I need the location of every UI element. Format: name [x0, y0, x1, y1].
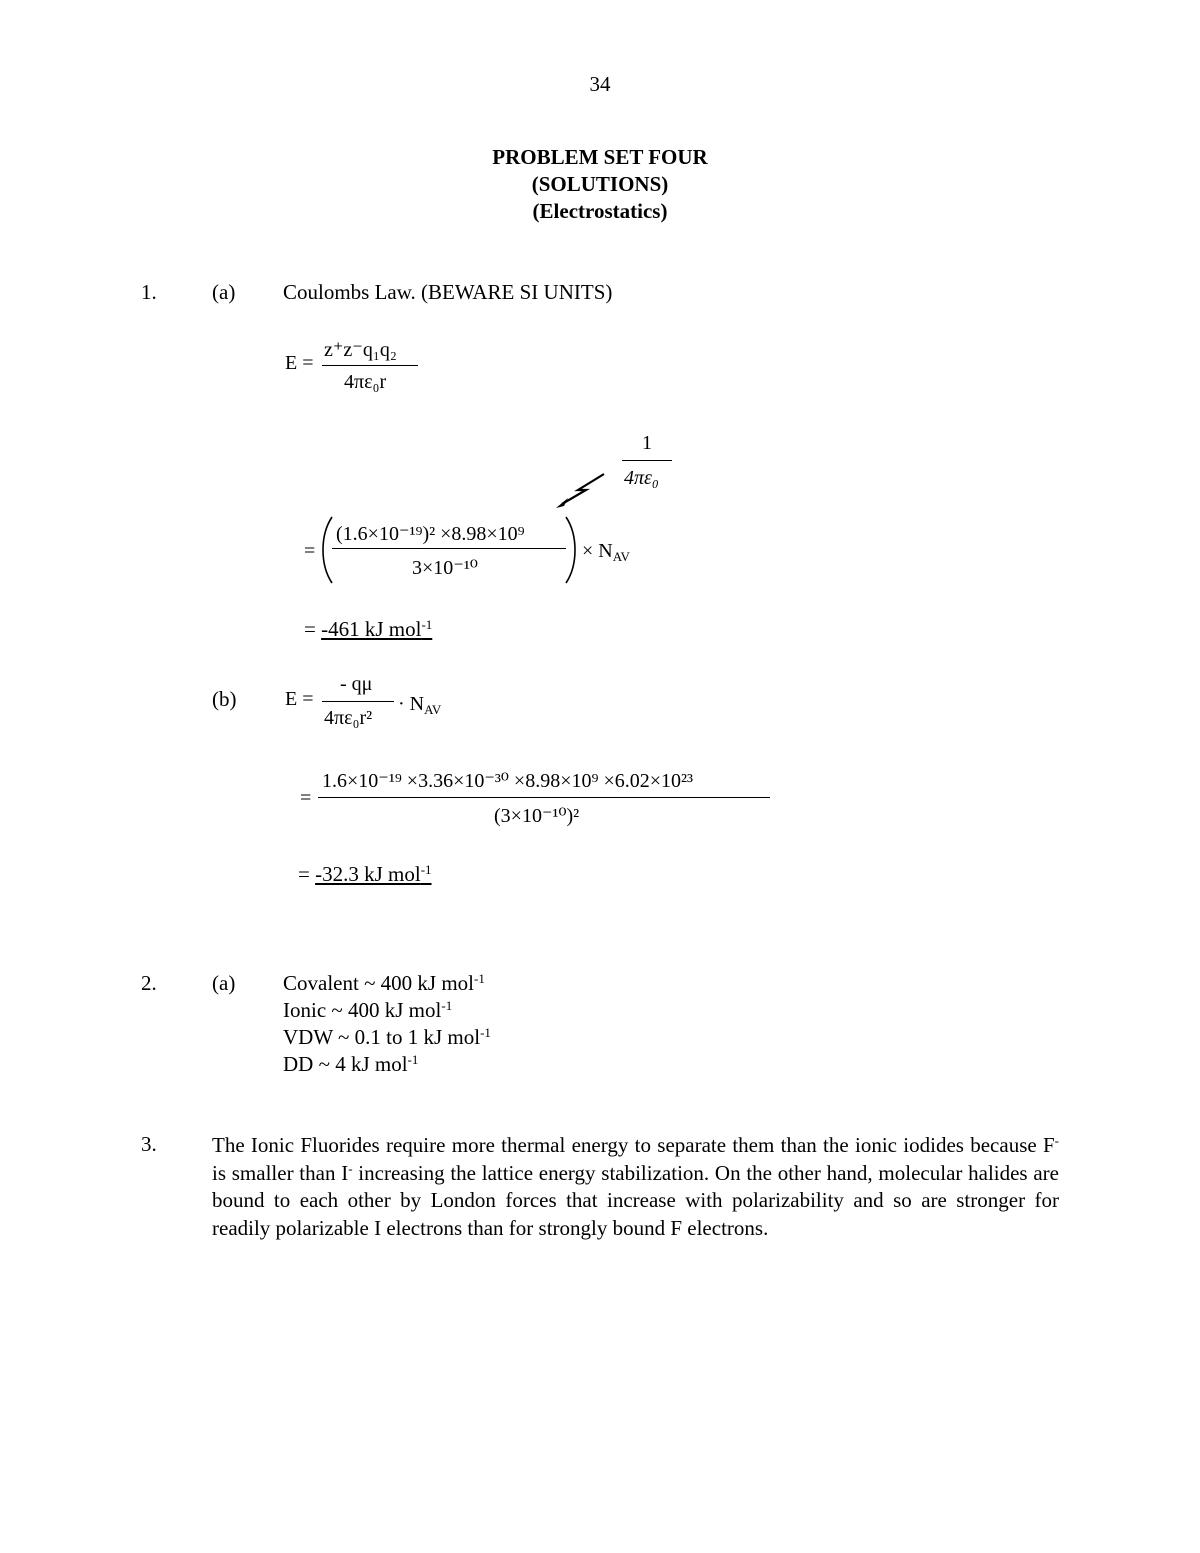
q3-paragraph: The Ionic Fluorides require more thermal energy to separate them than the ionic iodides because F- is smaller than I- increasing the lattice energy stabilization. On the other hand, molecular halides are bound to each other by London forces that increase with polarizability and so are stronger for readily polarizable I electrons than for strongly bound F electrons. [212, 1133, 1059, 1240]
page-subtitle: (SOLUTIONS) [531, 172, 669, 196]
right-paren-icon [564, 515, 580, 585]
q2-line-vdw: VDW ~ 0.1 to 1 kJ mol$^{-1}$ [283, 1025, 491, 1049]
q2-number: 2. [141, 971, 157, 995]
q1b-eq1-numerator: - qμ [340, 673, 373, 695]
q1a-heading: Coulombs Law. (BEWARE SI UNITS) [283, 280, 613, 304]
constant-note-fraction-bar [622, 460, 672, 461]
q2a-label: (a) [212, 971, 236, 995]
q1b-eq2-lhs: = [300, 787, 312, 809]
q1a-eq1-lhs: E = [285, 352, 314, 374]
q1b-eq1-avogadro: · $N_{AV}$ [398, 693, 442, 717]
q1b-eq2-denominator: (3×10⁻¹⁰)² [494, 805, 580, 827]
page-number: 34 [589, 72, 611, 96]
q2-line-covalent: Covalent ~ 400 kJ mol$^{-1}$ [283, 971, 485, 995]
constant-note-numerator: 1 [642, 432, 652, 454]
q1a-eq1-numerator: z⁺z⁻q₁q₂ [324, 339, 397, 361]
q2-line-ionic: Ionic ~ 400 kJ mol$^{-1}$ [283, 998, 453, 1022]
q1a-label: (a) [212, 280, 236, 304]
q1a-eq2-avogadro: × $N_{AV}$ [582, 540, 630, 564]
q1b-eq2-numerator: 1.6×10⁻¹⁹ ×3.36×10⁻³⁰ ×8.98×10⁹ ×6.02×10²³ [322, 770, 694, 792]
page-topic: (Electrostatics) [532, 199, 668, 223]
q1b-eq1-lhs: E = [285, 688, 314, 710]
q1b-eq1-fraction-bar [322, 701, 394, 702]
constant-note-denominator: 4πε₀ [624, 467, 659, 489]
q1a-eq2-numerator: (1.6×10⁻¹⁹)² ×8.98×10⁹ [336, 523, 525, 545]
q1a-eq1-denominator: 4πε₀r [344, 371, 387, 393]
lightning-arrow-icon [552, 470, 608, 510]
q1a-eq1-fraction-bar [322, 365, 418, 366]
q1b-eq2-fraction-bar [318, 797, 770, 798]
q1b-eq1-denominator: 4πε₀r² [324, 707, 373, 729]
q2-line-dd: DD ~ 4 kJ mol$^{-1}$ [283, 1052, 419, 1076]
q1a-eq2-lhs: = [304, 540, 316, 562]
q1a-eq2-denominator: 3×10⁻¹⁰ [412, 557, 478, 579]
q1b-label: (b) [212, 687, 237, 711]
q1a-result: = -461 kJ mol$^{-1}$ [304, 617, 433, 641]
q3-number: 3. [141, 1132, 157, 1156]
q1b-result: = -32.3 kJ mol$^{-1}$ [298, 862, 432, 886]
q1a-eq2-fraction-bar [332, 548, 566, 549]
q1-number: 1. [141, 280, 157, 304]
page-title: PROBLEM SET FOUR [492, 145, 708, 169]
left-paren-icon [318, 515, 334, 585]
